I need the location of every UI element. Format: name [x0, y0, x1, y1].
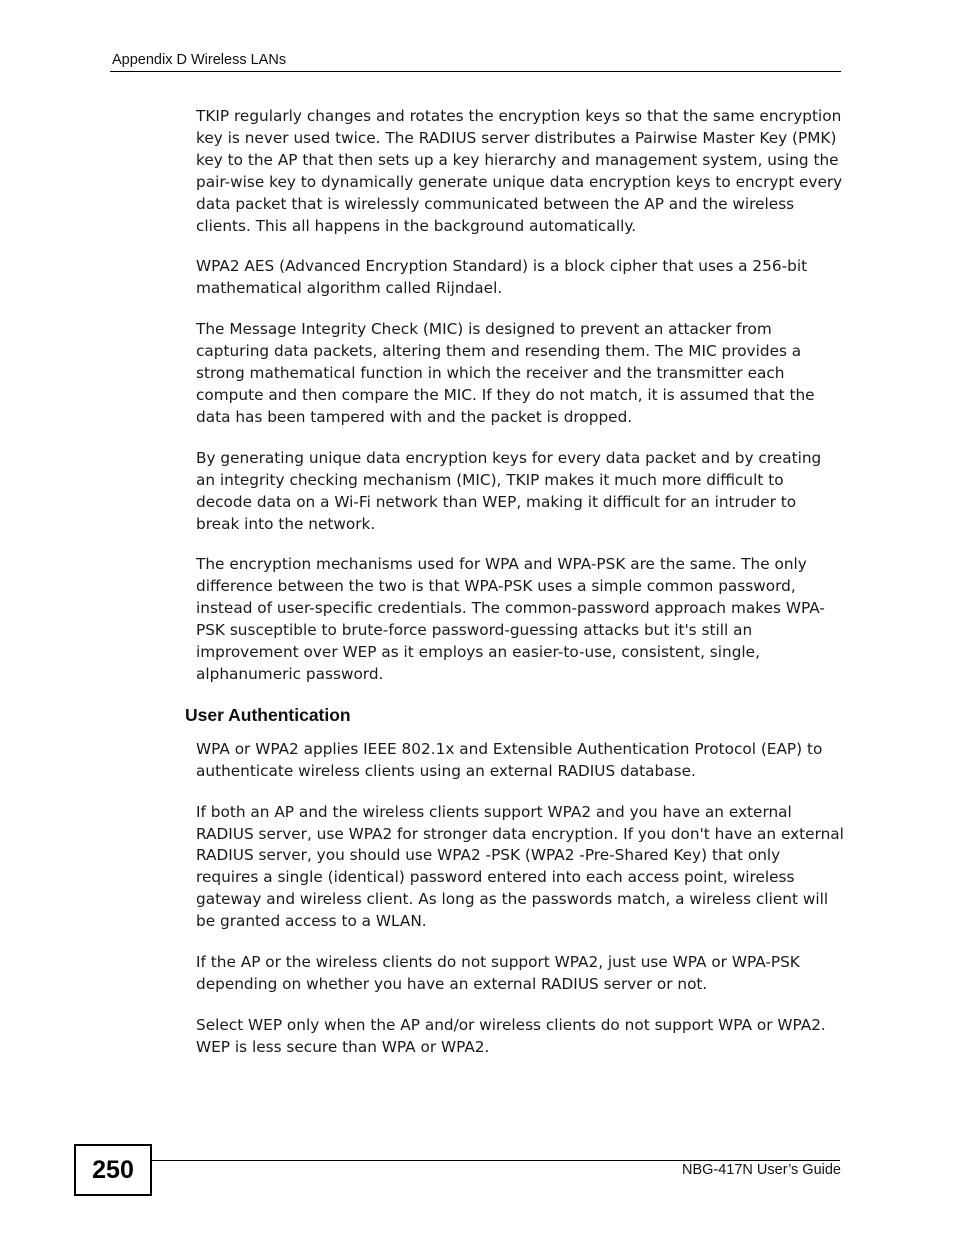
paragraph-unique-keys: By generating unique data encryption keys for every data packet and by creating an integrity checking mechanism (MIC), TKIP makes it much more difficult to decode data on a Wi-Fi network than WEP, making it difficult for an intruder to break into the network.	[196, 448, 822, 533]
section-heading-user-authentication: User Authentication	[185, 704, 351, 725]
page-body	[0, 106, 954, 1078]
running-header: Appendix D Wireless LANs	[112, 52, 287, 68]
paragraph-mic: The Message Integrity Check (MIC) is designed to prevent an attacker from capturing data packets, altering them and resending them. The MIC provides a strong mathematical function in which the receiver and the transmitter each compute and then compare the MIC. If they do not match, it is assumed that the data has been tampered with and the packet is dropped.	[196, 320, 815, 426]
footer-guide-title: NBG-417N User’s Guide	[681, 1162, 841, 1178]
header-divider	[110, 71, 841, 72]
paragraph-wpa-psk: The encryption mechanisms used for WPA and WPA-PSK are the same. The only difference between the two is that WPA-PSK uses a simple common password, instead of user-specific credentials. The common-password approach makes WPA-PSK susceptible to brute-force password-guessing attacks but it's still an improvement over WEP as it employs an easier-to-use, consistent, single, alphanumeric password.	[196, 555, 825, 683]
paragraph-tkip: TKIP regularly changes and rotates the encryption keys so that the same encryption key is never used twice. The RADIUS server distributes a Pairwise Master Key (PMK) key to the AP that then sets up a key hierarchy and management system, using the pair-wise key to dynamically generate unique data encryption keys to encrypt every data packet that is wirelessly communicated between the AP and the wireless clients. This all happens in the background automatically.	[196, 107, 843, 235]
paragraph-wep: Select WEP only when the AP and/or wireless clients do not support WPA or WPA2. WEP is less secure than WPA or WPA2.	[196, 1015, 826, 1056]
paragraph-wpa-fallback: If the AP or the wireless clients do not support WPA2, just use WPA or WPA-PSK depending on whether you have an external RADIUS server or not.	[196, 953, 800, 993]
page-number: 250	[74, 1144, 152, 1196]
paragraph-wpa2-radius: If both an AP and the wireless clients support WPA2 and you have an external RADIUS server, use WPA2 for stronger data encryption. If you don't have an external RADIUS server, you should use WPA2 -PSK (WPA2 -Pre-Shared Key) that only requires a single (identical) password entered into each access point, wireless gateway and wireless client. As long as the passwords match, a wireless client will be granted access to a WLAN.	[196, 802, 844, 931]
paragraph-eap: WPA or WPA2 applies IEEE 802.1x and Extensible Authentication Protocol (EAP) to authenticate wireless clients using an external RADIUS database.	[196, 739, 823, 780]
footer-divider	[150, 1160, 840, 1161]
paragraph-aes: WPA2 AES (Advanced Encryption Standard) is a block cipher that uses a 256-bit mathematical algorithm called Rijndael.	[196, 257, 808, 298]
